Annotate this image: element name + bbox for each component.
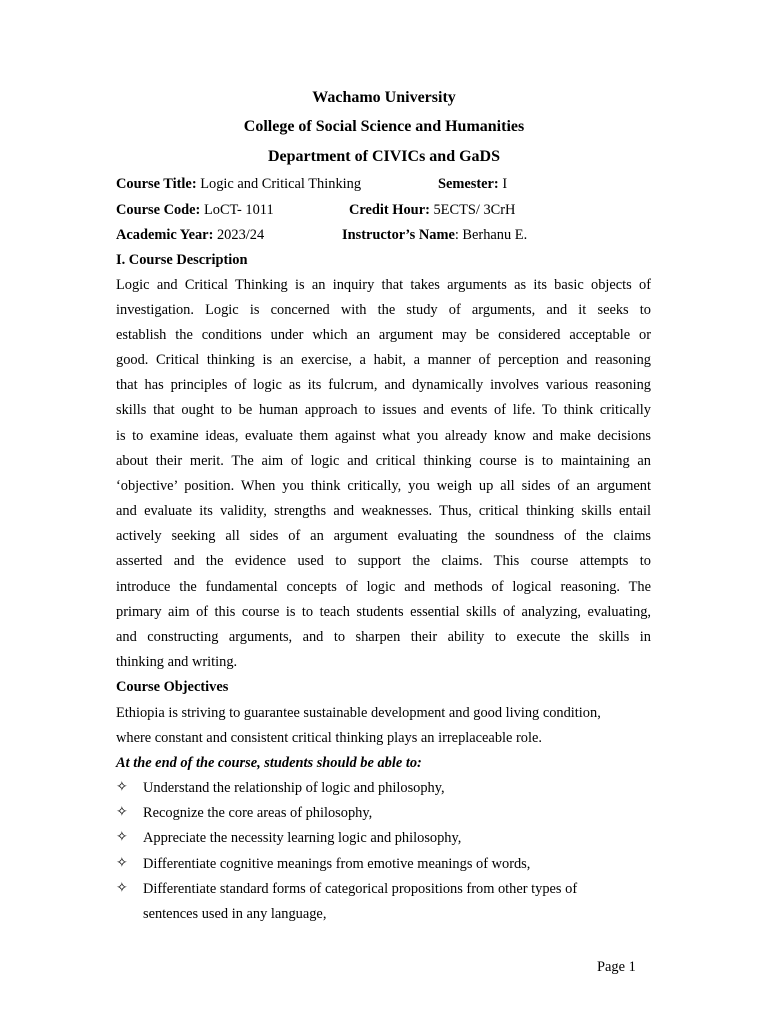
academic-year-value: 2023/24: [216, 227, 265, 243]
university-title: Wachamo University: [312, 89, 456, 106]
semester-field: [438, 175, 507, 193]
description-line: asserted and the evidence used to support the claims. This course attempts to: [116, 553, 651, 569]
description-line: and constructing arguments, and to sharpen their ability to execute the skills in: [116, 629, 651, 645]
description-heading-text: I. Course Description: [116, 252, 248, 268]
description-line: and evaluate its validity, strengths and weaknesses. Thus, critical thinking skills entail: [116, 503, 651, 519]
diamond-star-icon: ✧: [116, 805, 128, 820]
description-last-line: thinking and writing.: [116, 654, 238, 670]
description-line: good. Critical thinking is an exercise, a habit, a manner of perception and reasoning: [116, 352, 651, 368]
description-line: ‘objective’ position. When you think critically, you weigh up all sides of an argument: [116, 478, 651, 494]
description-line: introduce the fundamental concepts of logic and methods of logical reasoning. The: [116, 579, 651, 595]
description-line: that has principles of logic as its fulcrum, and dynamically involves various reasoning: [116, 377, 651, 393]
objective-item: Differentiate cognitive meanings from emotive meanings of words,: [143, 856, 531, 872]
objectives-heading-text: Course Objectives: [116, 679, 229, 695]
description-line: investigation. Logic is concerned with the study of arguments, and it seeks to: [116, 302, 651, 318]
diamond-star-icon: ✧: [116, 780, 128, 795]
objective-item: Recognize the core areas of philosophy,: [143, 805, 373, 821]
instructor-value: : Berhanu E.: [454, 227, 528, 243]
description-line: Logic and Critical Thinking is an inquiry that takes arguments as its basic objects of: [116, 277, 651, 293]
credit-hour-label: Credit Hour:: [349, 202, 430, 218]
instructor-field: [342, 226, 527, 244]
description-line: skills that ought to be human approach to issues and events of life. To think critically: [116, 402, 651, 418]
credit-hour-field: [349, 201, 515, 219]
course-title-row: [116, 175, 651, 193]
objective-item-continuation: sentences used in any language,: [143, 906, 327, 922]
instructor-label: Instructor’s Name: [342, 227, 455, 243]
course-code-value: LoCT- 1011: [203, 202, 274, 218]
semester-label: Semester:: [438, 176, 499, 192]
objectives-heading: [116, 678, 651, 696]
diamond-star-icon: ✧: [116, 856, 128, 871]
description-line: primary aim of this course is to teach students essential skills of analyzing, evaluating,: [116, 604, 651, 620]
course-code-label: Course Code:: [116, 202, 201, 218]
academic-year-label: Academic Year:: [116, 227, 214, 243]
page-number: Page 1: [597, 959, 636, 975]
description-line: about their merit. The aim of logic and critical thinking course is to maintaining an: [116, 453, 651, 469]
diamond-star-icon: ✧: [116, 881, 128, 896]
objective-item: Understand the relationship of logic and philosophy,: [143, 780, 445, 796]
objective-item: Appreciate the necessity learning logic and philosophy,: [143, 830, 462, 846]
objectives-subheading: At the end of the course, students should be able to:: [116, 755, 422, 771]
course-title-label: Course Title:: [116, 176, 197, 192]
college-title: College of Social Science and Humanities: [243, 118, 525, 135]
semester-value: I: [502, 176, 508, 192]
objectives-intro-line: Ethiopia is striving to guarantee sustainable development and good living condition,: [116, 705, 601, 721]
description-heading: [116, 251, 651, 269]
diamond-star-icon: ✧: [116, 830, 128, 845]
objective-item: Differentiate standard forms of categorical propositions from other types of: [143, 881, 578, 897]
description-line: actively seeking all sides of an argument evaluating the soundness of the claims: [116, 528, 651, 544]
description-line: is to examine ideas, evaluate them against what you already know and make decisions: [116, 428, 651, 444]
course-title-value: Logic and Critical Thinking: [200, 176, 362, 192]
department-title: Department of CIVICs and GaDS: [267, 148, 500, 165]
credit-hour-value: 5ECTS/ 3CrH: [433, 202, 516, 218]
description-line: establish the conditions under which an argument may be considered acceptable or: [116, 327, 651, 343]
objectives-intro-line: where constant and consistent critical thinking plays an irreplaceable role.: [116, 730, 542, 746]
